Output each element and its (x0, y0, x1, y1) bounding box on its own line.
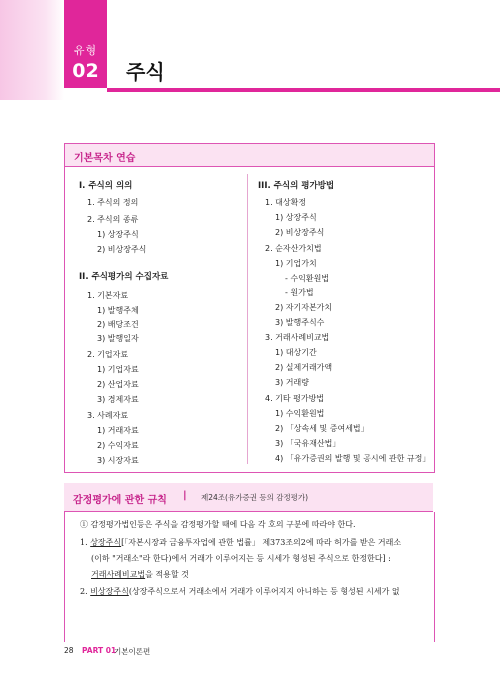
header-decoration (0, 0, 64, 100)
rules-section-title: 감정평가에 관한 규칙 (73, 495, 167, 506)
rule-line (80, 586, 400, 597)
page-number: 28 (64, 646, 74, 655)
outline-subitem: 2) 비상장주식 (275, 228, 325, 237)
outline-subitem: 3) 발행일자 (97, 334, 139, 343)
type-label: 유형 (73, 44, 98, 57)
column-divider (247, 174, 248, 464)
rule-line (91, 569, 189, 580)
rule-text: [「자본시장과 금융투자업에 관한 법률」 제373조의2에 따라 허가를 받은 거래소 (121, 538, 402, 547)
outline-item: 3. 거래사례비교법 (265, 333, 330, 342)
outline-item: 2. 순자산가치법 (265, 244, 322, 253)
outline-subitem: 2) 산업자료 (97, 380, 139, 389)
outline-subitem: 2) 수익자료 (97, 441, 139, 450)
outline-subitem: 3) 시장자료 (97, 456, 139, 465)
rules-section-header (64, 483, 433, 512)
rule-item-number: 1. (80, 538, 91, 547)
type-number: 02 (72, 60, 99, 82)
rule-paragraph: ① 감정평가법인등은 주식을 감정평가할 때에 다음 각 호의 구분에 따라야 한다. (80, 520, 356, 529)
rule-line: (이하 "거래소"라 한다)에서 거래가 이루어지는 등 시세가 형성된 주식으로 한정한다] : (91, 554, 391, 563)
outline-subitem: 2) 「상속세 및 증여세법」 (275, 424, 369, 433)
outline-subitem: 3) 거래량 (275, 378, 309, 387)
title-separator: | (183, 490, 187, 501)
practice-outline-box (64, 143, 435, 473)
outline-subsubitem: - 수익환원법 (285, 274, 330, 283)
practice-box-title: 기본목차 연습 (74, 153, 136, 164)
section-heading: III. 주식의 평가방법 (258, 181, 335, 191)
outline-subitem: 1) 기업자료 (97, 365, 139, 374)
outline-subitem: 1) 기업가치 (275, 259, 317, 268)
rule-text: 을 적용할 것 (145, 570, 189, 579)
rule-term-underlined: 거래사례비교법 (91, 570, 146, 579)
outline-subitem: 2) 자기자본가치 (275, 303, 333, 312)
rule-term-underlined: 상장주식 (90, 538, 122, 547)
outline-item: 4. 기타 평가방법 (265, 394, 325, 403)
outline-item: 1. 대상확정 (265, 198, 307, 207)
outline-subitem: 1) 수익환원법 (275, 409, 325, 418)
rules-section-subtitle: 제24조(유가증권 등의 감정평가) (201, 493, 309, 502)
header-rule (107, 88, 500, 92)
outline-subitem: 1) 대상기간 (275, 348, 317, 357)
footer-part-title: 기본이론편 (114, 647, 151, 656)
rule-term-underlined: 비상장주식 (90, 587, 129, 596)
rule-item-number: 2. (80, 587, 91, 596)
outline-subitem: 1) 거래자료 (97, 426, 139, 435)
outline-item: 1. 기본자료 (87, 291, 129, 300)
outline-subitem: 3) 「국유재산법」 (275, 439, 341, 448)
outline-subitem: 2) 배당조건 (97, 320, 139, 329)
outline-subitem: 1) 상장주식 (275, 213, 317, 222)
page-title: 주식 (126, 60, 165, 84)
outline-item: 1. 주식의 정의 (87, 198, 139, 207)
outline-subitem: 4) 「유가증권의 발행 및 공시에 관한 규정」 (275, 454, 431, 463)
outline-item: 3. 사례자료 (87, 411, 129, 420)
outline-subitem: 3) 발행주식수 (275, 318, 325, 327)
section-heading: II. 주식평가의 수집자료 (79, 272, 169, 282)
outline-subitem: 1) 발행주체 (97, 306, 139, 315)
practice-box-header (65, 144, 434, 167)
outline-subitem: 1) 상장주식 (97, 230, 139, 239)
outline-item: 2. 기업자료 (87, 350, 129, 359)
type-badge (64, 0, 107, 88)
outline-subitem: 3) 경제자료 (97, 395, 139, 404)
rule-text: (상장주식으로서 거래소에서 거래가 이루어지지 아니하는 등 형성된 시세가 없 (128, 587, 400, 596)
section-heading: I. 주식의 의의 (79, 181, 133, 191)
outline-subitem: 2) 비상장주식 (97, 245, 147, 254)
outline-subitem: 2) 실제거래가액 (275, 363, 333, 372)
footer-part: PART 01 (82, 646, 117, 655)
rule-line (80, 537, 401, 548)
outline-item: 2. 주식의 종류 (87, 215, 139, 224)
outline-subsubitem: - 원가법 (285, 288, 314, 297)
